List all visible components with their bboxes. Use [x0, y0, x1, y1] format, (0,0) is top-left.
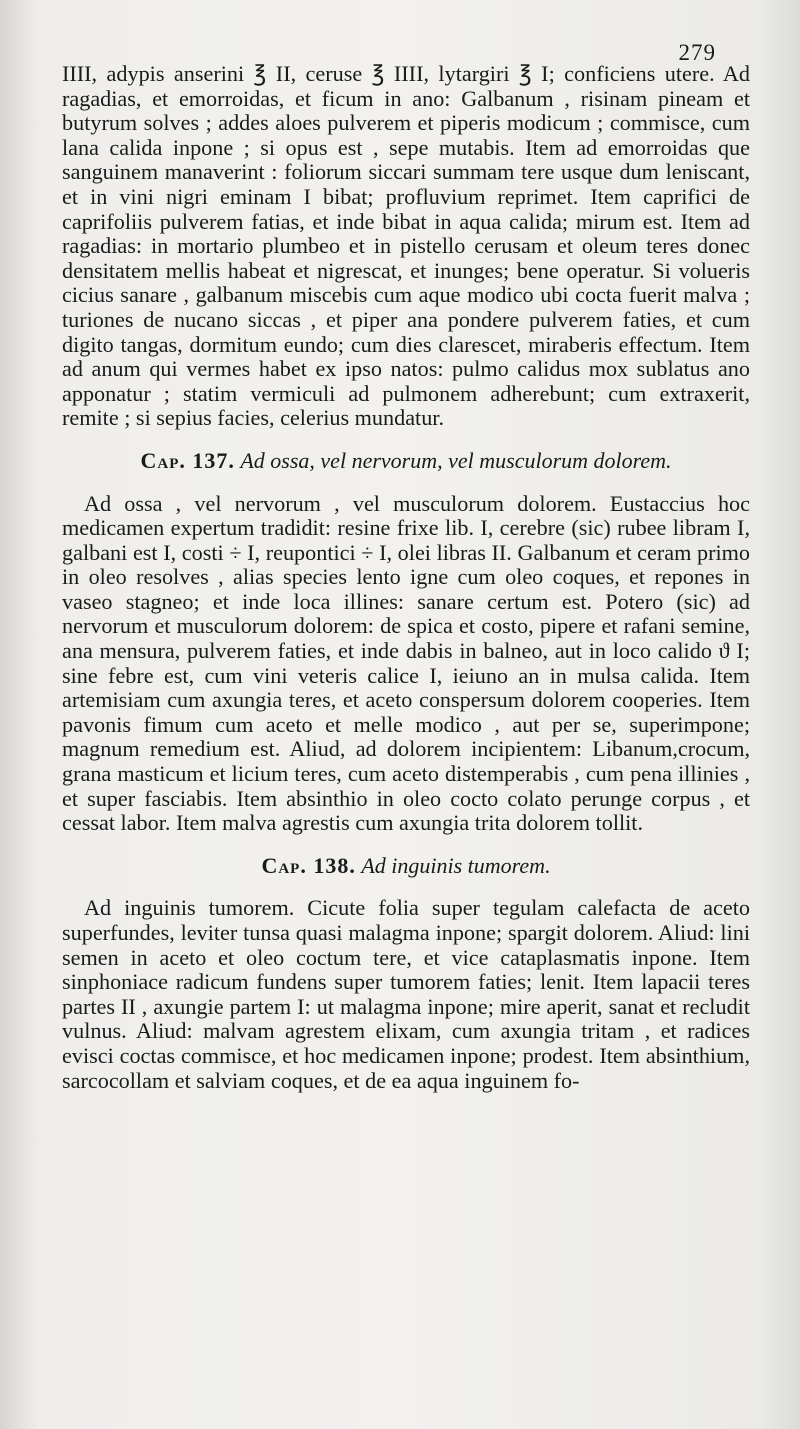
chapter-138-title: Ad inguinis tumorem.: [361, 852, 551, 878]
chapter-138-text: Ad inguinis tumorem. Cicute folia super tegulam calefacta de aceto superfundes, leviter tunsa quasi malagma inpone; spargit dolorem. Aliud: lini semen in aceto et oleo coctum tere, et vice cataplasmatis inpone. Item sinphoniace radicum fundens super tumorem faties; lenit. Item lapacii teres partes II , axungie partem I: ut malagma inpone; mire aperit, sanat et recludit vulnus. Aliud: malvam agrestem elixam, cum axungia tritam , et radices evisci coctas commisce, et hoc medicamen inpone; prodest. Item absinthium, sarcocollam et salviam coques, et de ea aqua inguinem fo-: [62, 895, 750, 1093]
chapter-137-title: Ad ossa, vel nervorum, vel musculorum dolorem.: [240, 447, 672, 473]
body-text: [62, 62, 750, 1093]
chapter-137-heading: [62, 449, 750, 474]
chapter-137-text: Ad ossa , vel nervorum , vel musculorum dolorem. Eustaccius hoc medicamen expertum tradidit: resine frixe lib. I, cerebre (sic) rubee libram I, galbani est I, costi ÷ I, reupontici ÷ I, olei libras II. Galbanum et ceram primo in oleo resolves , alias species lento igne cum oleo coques, et repones in vaseo stagneo; et inde loca illines: sanare certum est. Potero (sic) ad nervorum et musculorum dolorem: de spica et costo, pipere et rafani semine, ana mensura, pulverem faties, et inde dabis in balneo, aut in loco calido ϑ I; sine febre est, cum vini veteris calice I, ieiuno an in mulsa calida. Item artemisiam cum axungia teres, et aceto conspersum dolorem cooperies. Item pavonis fimum cum aceto et melle modico , aut per se, superimpone; magnum remedium est. Aliud, ad dolorem incipientem: Libanum,crocum, grana masticum et licium teres, cum aceto distemperabis , cum pena illinies , et super fasciabis. Item absinthio in oleo cocto colato perunge corpus , et cessat labor. Item malva agrestis cum axungia trita dolorem tollit.: [62, 490, 750, 836]
chapter-138-label: Cap. 138.: [261, 852, 356, 878]
paragraph-continuation: IIII, adypis anserini ℥ II, ceruse ℥ IIII, lytargiri ℥ I; conficiens utere. Ad ragadias, et emorroidas, et ficum in ano: Galbanum , risinam pineam et butyrum solves ; addes aloes pulverem et piperis modicum ; commisce, cum lana calida inpone ; si opus est , sepe mutabis. Item ad emorroidas que sanguinem manaverint : foliorum siccari summam tere usque dum leniscant, et in vini nigri eminam I bibat; profluvium reprimet. Item caprifici de caprifoliis pulverem fatias, et inde bibat in aqua calida; mirum est. Item ad ragadias: in mortario plumbeo et in pistello cerusam et oleum teres donec densitatem mellis habeat et nigrescat, et inunges; bene operatur. Si volueris cicius sanare , galbanum miscebis cum aque modico ubi cocta fuerit malva ; turiones de nucano siccas , et piper ana pondere pulverem faties, et cum digito tangas, dormitum eundo; cum dies clarescet, miraberis effectum. Item ad anum qui vermes habet ex ipso natos: pulmo calidus mox sublatus ano apponatur ; statim vermiculi ad pulmonem adherebunt; cum extraxerit, remite ; si sepius facies, celerius mundatur.: [62, 61, 750, 431]
chapter-138-heading: [62, 854, 750, 879]
chapter-137-label: Cap. 137.: [140, 447, 235, 473]
page-number: 279: [678, 40, 716, 65]
